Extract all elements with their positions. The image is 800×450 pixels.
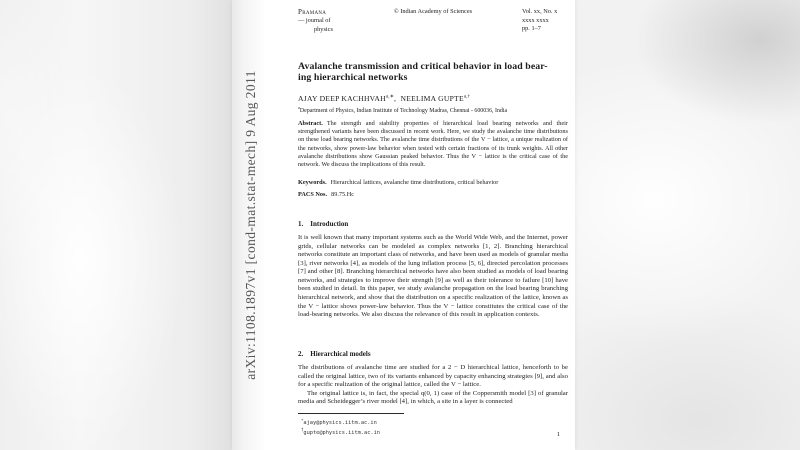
authors-line (298, 94, 568, 103)
journal-subtitle-2: physics (314, 25, 333, 33)
pacs-text: 89.75.Hc (331, 191, 354, 198)
author-separator: , (394, 94, 401, 103)
footnote-1 (301, 417, 568, 427)
page-number: 1 (556, 431, 560, 438)
author-2-superscript: a,† (463, 94, 471, 100)
keywords-label: Keywords. (298, 179, 327, 186)
volume-line-3: pp. 1–7 (522, 25, 541, 32)
journal-subtitle-1: — journal of (298, 17, 331, 25)
abstract-text: The strength and stability properties of hierarchical load bearing networks and their strengthened variants have been discussed in recent work. Here, we study the avalanche time distributions on these load bearing networks. The avalanche time distributions of the V − lattice, a unique realization of the networks, show power-law behavior when tested with certain fractions of its trunk weights. All other avalanche distributions show Gaussian peaked behavior. Thus the V − lattice is the critical case of the network. We discuss the implications of this result. (298, 120, 568, 168)
footnote-2-marker: † (301, 426, 304, 432)
footnote-1-email: ajay@physics.iitm.ac.in (303, 419, 377, 426)
journal-name: Pramana (298, 8, 327, 16)
affiliation-line (298, 105, 568, 114)
arxiv-watermark (232, 0, 270, 450)
affiliation-superscript: a (298, 105, 300, 110)
keywords-text: Hierarchical lattices, avalanche time distributions, critical behavior (330, 179, 499, 186)
author-2: NEELIMA GUPTE (400, 94, 464, 103)
copyright-line: © Indian Academy of Sciences (393, 8, 473, 15)
section-1-heading (298, 220, 568, 228)
footnote-1-marker: ∗ (301, 417, 304, 422)
section-1-paragraph: It is well known that many important systems such as the World Wide Web, and the Internet, power grids, cellular networks can be modeled as complex networks [1, 2]. Branching hierarchical networks constitute an important class of networks, and have been used as models of granular media [3], river networks [4], as models of the lung inflation process [5, 6], directed percolation processes [7] and other [8]. Branching hierarchical networks have also been studied as models of load bearing networks, and strategies to improve their strength [9] as well as their tolerance to failure [10] have been studied in detail. In this paper, we study avalanche propagation on the load bearing branching hierarchical network, and show that the distribution on a specific realization of the lattice, known as the V − lattice shows power-law behavior. Thus the V − lattice constitutes the critical case of the load-bearing networks. We also discuss the relevance of this result in application contexts. (298, 234, 568, 319)
section-2-title: Hierarchical models (310, 350, 371, 358)
volume-line-1: Vol. xx, No. x (522, 8, 558, 15)
abstract-label: Abstract. (298, 120, 323, 127)
footnote-2-email: gupte@physics.iitm.ac.in (303, 429, 380, 436)
pacs-label: PACS Nos. (298, 191, 328, 198)
author-1-superscript: a,∗ (385, 94, 395, 100)
section-2-paragraphs (298, 364, 568, 407)
section-2-number: 2. (298, 350, 304, 358)
arxiv-watermark-text: arXiv:1108.1897v1 [cond-mat.stat-mech] 9 Aug 2011 (243, 70, 259, 380)
section-2-paragraph-1: The distributions of avalanche time are studied for a 2 − D hierarchical lattice, henceforth to be called the original lattice, two of its variants enhanced by capacity enhancing strategies [9], and also for a specific realization of the original lattice, called the V − lattice. (298, 364, 568, 389)
pacs-line (298, 191, 568, 198)
footnote-rule (298, 413, 404, 414)
affiliation-text: Department of Physics, Indian Institute of Technology Madras, Chennai - 600036, India (299, 107, 508, 114)
section-2-paragraph-2: The original lattice is, in fact, the special q(0, 1) case of the Coppersmith model [3] of granular media and Scheidegger’s river model [4], in which, a site in a layer is connected (298, 389, 568, 406)
section-1-number: 1. (298, 220, 304, 228)
paper-page (232, 0, 575, 450)
keywords-line (298, 179, 568, 186)
volume-block (522, 8, 568, 34)
paper-title-line-1: Avalanche transmission and critical behavior in load bear- (298, 61, 548, 72)
section-1-title: Introduction (310, 220, 349, 228)
abstract-block (298, 120, 568, 169)
volume-line-2: xxxx xxxx (522, 16, 549, 24)
section-2-heading (298, 350, 568, 358)
paper-title (298, 62, 568, 84)
page-content (298, 0, 568, 450)
author-1: AJAY DEEP KACHHVAH (298, 94, 386, 103)
paper-title-line-2: ing hierarchical networks (298, 71, 408, 83)
